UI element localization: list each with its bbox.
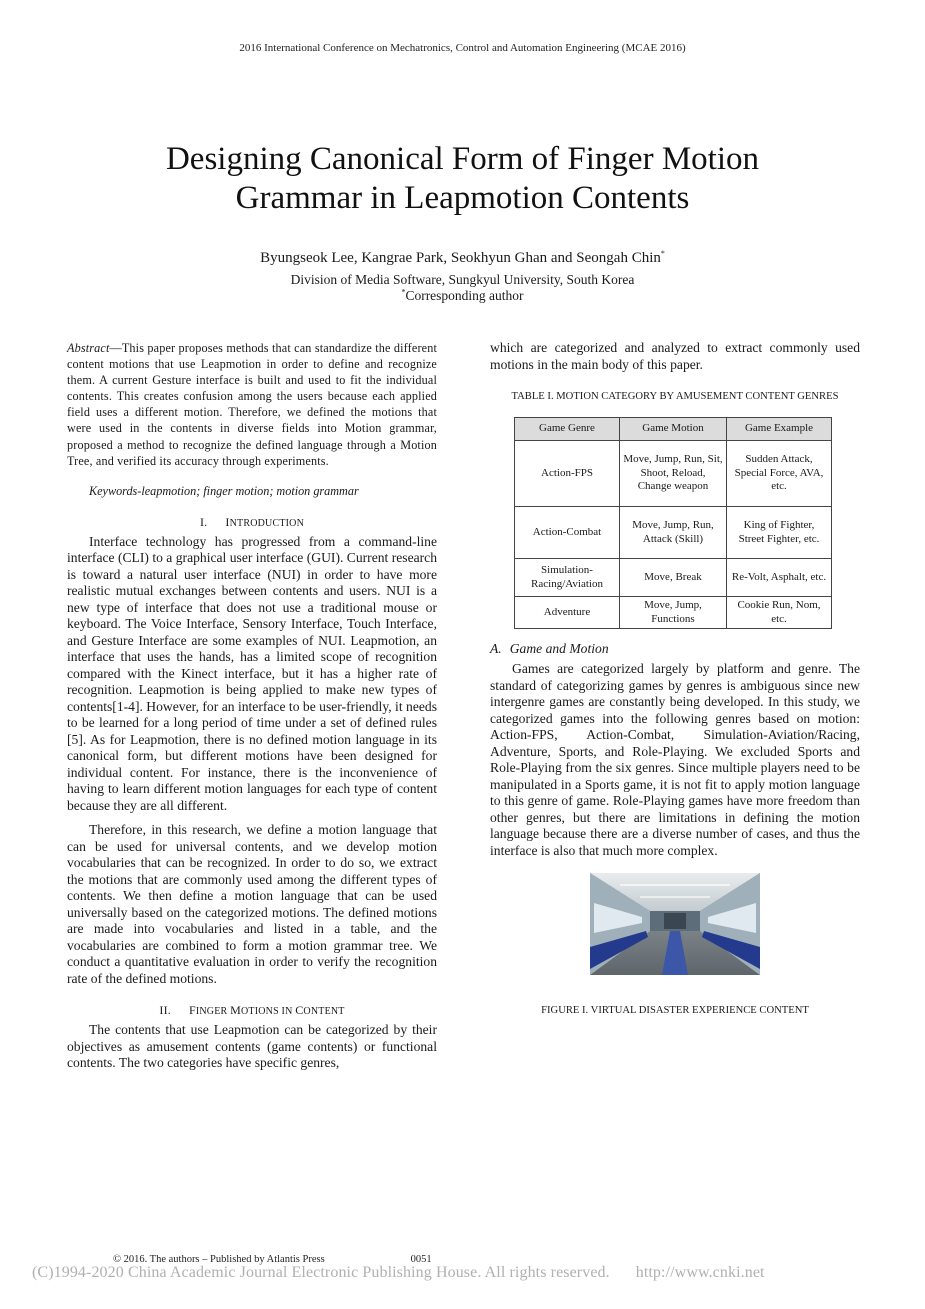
corresponding-label: Corresponding author [405,288,524,303]
table-cell: Action-Combat [515,507,620,559]
right-column [490,340,860,1016]
section-title-part: F [188,1003,196,1018]
table-cell: Adventure [515,597,620,629]
motion-category-table [514,417,832,629]
table-header-cell: Game Genre [515,418,620,441]
footer-copyright: © 2016. The authors – Published by Atlantis Press [113,1254,325,1265]
subsection-title: Game and Motion [509,641,609,657]
finger-paragraph-1-continued: which are categorized and analyzed to extract commonly used motions in the main body of this paper. [490,340,860,372]
watermark-text: (C)1994-2020 China Academic Journal Electronic Publishing House. All rights reserved. [32,1264,610,1281]
table-header-cell: Game Example [727,418,832,441]
corresponding-note [0,287,925,304]
cnki-watermark [32,1264,765,1282]
train-interior-image [590,873,760,975]
left-column [67,340,437,1072]
finger-paragraph-1: The contents that use Leapmotion can be categorized by their objectives as amusement contents (game contents) or functional contents. The two categories have specific genres, [67,1022,437,1071]
title-line-2: Grammar in Leapmotion Contents [235,180,690,216]
section-title-part: INGER [195,1006,231,1018]
abstract [67,340,437,469]
section-heading-introduction [67,515,437,530]
table-cell: Re-Volt, Asphalt, etc. [727,559,832,597]
table-header-row [515,418,832,441]
abstract-text: —This paper proposes methods that can standardize the different content motions that use Leapmotion in order to define and recognize them. A current Gesture interface is built and used to fit the individual contents. This creates confusion among the users because each applied field uses a different motion. Therefore, we defined the motions that were used in the contents in diverse fields into Motion grammar, proposed a method to recognize the defined language through a Motion Tree, and verified its accuracy through experiments. [67,341,437,468]
section-number: I. [199,514,208,529]
section-title-part: ONTENT [303,1006,345,1018]
watermark-url: http://www.cnki.net [635,1264,765,1281]
abstract-label: Abstract [67,341,110,355]
section-title-part: OTIONS IN [240,1006,296,1018]
table-row [515,559,832,597]
paper-title [60,140,865,218]
table-cell: Move, Break [620,559,727,597]
intro-paragraph-1: Interface technology has progressed from a command-line interface (CLI) to a graphical user interface (GUI). Current research is toward a natural user interface (NUI) in order to have more realistic mutual exchanges between contents and users. NUI is a new type of interface that does not use a traditional mouse or keyboard. The Voice Interface, Sensory Interface, Touch Interface, and Gesture Interface are some examples of NUI. Leapmotion, an interface that uses the hands, has a limited scope of recognition compared with the Kinect interface, but it has a higher rate of recognition. Leapmotion is being applied to make new types of contents[1-4]. However, for an interface to be user-friendly, it needs to be learned for a long period of time under a set of defined rules [5]. As for Leapmotion, there is no defined motion language in its canonical form, but different motions have been designed for individual content. For instance, there is the inconvenience of having to learn different motion languages for each type of content because they are all different. [67,533,437,813]
table-row [515,507,832,559]
table-cell: Move, Jump, Run, Attack (Skill) [620,507,727,559]
author-names: Byungseok Lee, Kangrae Park, Seokhyun Ghan and Seongah Chin [260,250,661,266]
table-cell: Cookie Run, Nom, etc. [727,597,832,629]
conference-header: 2016 International Conference on Mechatronics, Control and Automation Engineering (MCAE 2016) [239,42,686,54]
table-cell: Action-FPS [515,441,620,507]
table-cell: Move, Jump, Run, Sit, Shoot, Reload, Change weapon [620,441,727,507]
section-title-first: I [225,514,230,529]
table-row [515,597,832,629]
page-number: 0051 [410,1254,432,1265]
keywords: Keywords-leapmotion; finger motion; motion grammar [89,483,359,498]
corresponding-mark: * [660,249,665,258]
section-heading-finger-motions [67,1003,437,1018]
table-cell: Simulation-Racing/Aviation [515,559,620,597]
table-caption: TABLE I. MOTION CATEGORY BY AMUSEMENT CONTENT GENRES [511,391,839,402]
intro-paragraph-2: Therefore, in this research, we define a motion language that can be used for universal contents, and we develop motion vocabularies that can be recognized. In order to do so, we extract the motions that are commonly used among the different types of contents. We then define a motion language that can be used universally based on the categorized motions. The defined motions are made into vocabularies and listed in a table, and the vocabularies are combined to form a motion grammar tree. We conduct a quantitative evaluation in order to verify the recognition rate of the defined motions. [67,822,437,986]
table-cell: Sudden Attack, Special Force, AVA, etc. [727,441,832,507]
figure-train-interior [590,873,760,975]
table-header-cell: Game Motion [620,418,727,441]
figure-caption: FIGURE I. VIRTUAL DISASTER EXPERIENCE CONTENT [541,1005,809,1017]
section-title-part: M [230,1003,241,1018]
table-cell: King of Fighter, Street Fighter, etc. [727,507,832,559]
game-motion-paragraph: Games are categorized largely by platform and genre. The standard of categorizing games by genres is ambiguous since new intergenre games are constantly being developed. In this study, we categorized games into the following genres based on motion: Action-FPS, Action-Combat, Simulation-Aviation/Racing, Adventure, Sports, and Role-Playing. We excluded Sports and Role-Playing from the six genres. Since multiple players need to be manipulated in a Sports game, it is not fit to apply motion language to this genre of game. Role-Playing games have more freedom than other genres, but there are limitations in defining the motion language because there are a diverse number of cases, and thus the interface is also that much more complex. [490,661,860,858]
table-row [515,441,832,507]
affiliation: Division of Media Software, Sungkyul University, South Korea [290,272,635,287]
title-line-1: Designing Canonical Form of Finger Motion [165,141,760,177]
subsection-heading-game-and-motion [490,641,860,657]
authors [0,248,925,268]
subsection-label: A. [490,641,502,657]
section-number: II. [159,1003,171,1018]
section-title-part: C [295,1003,304,1018]
corresponding-note-mark: * [401,287,406,297]
table-cell: Move, Jump, Functions [620,597,727,629]
section-title-rest: NTRODUCTION [229,517,305,529]
